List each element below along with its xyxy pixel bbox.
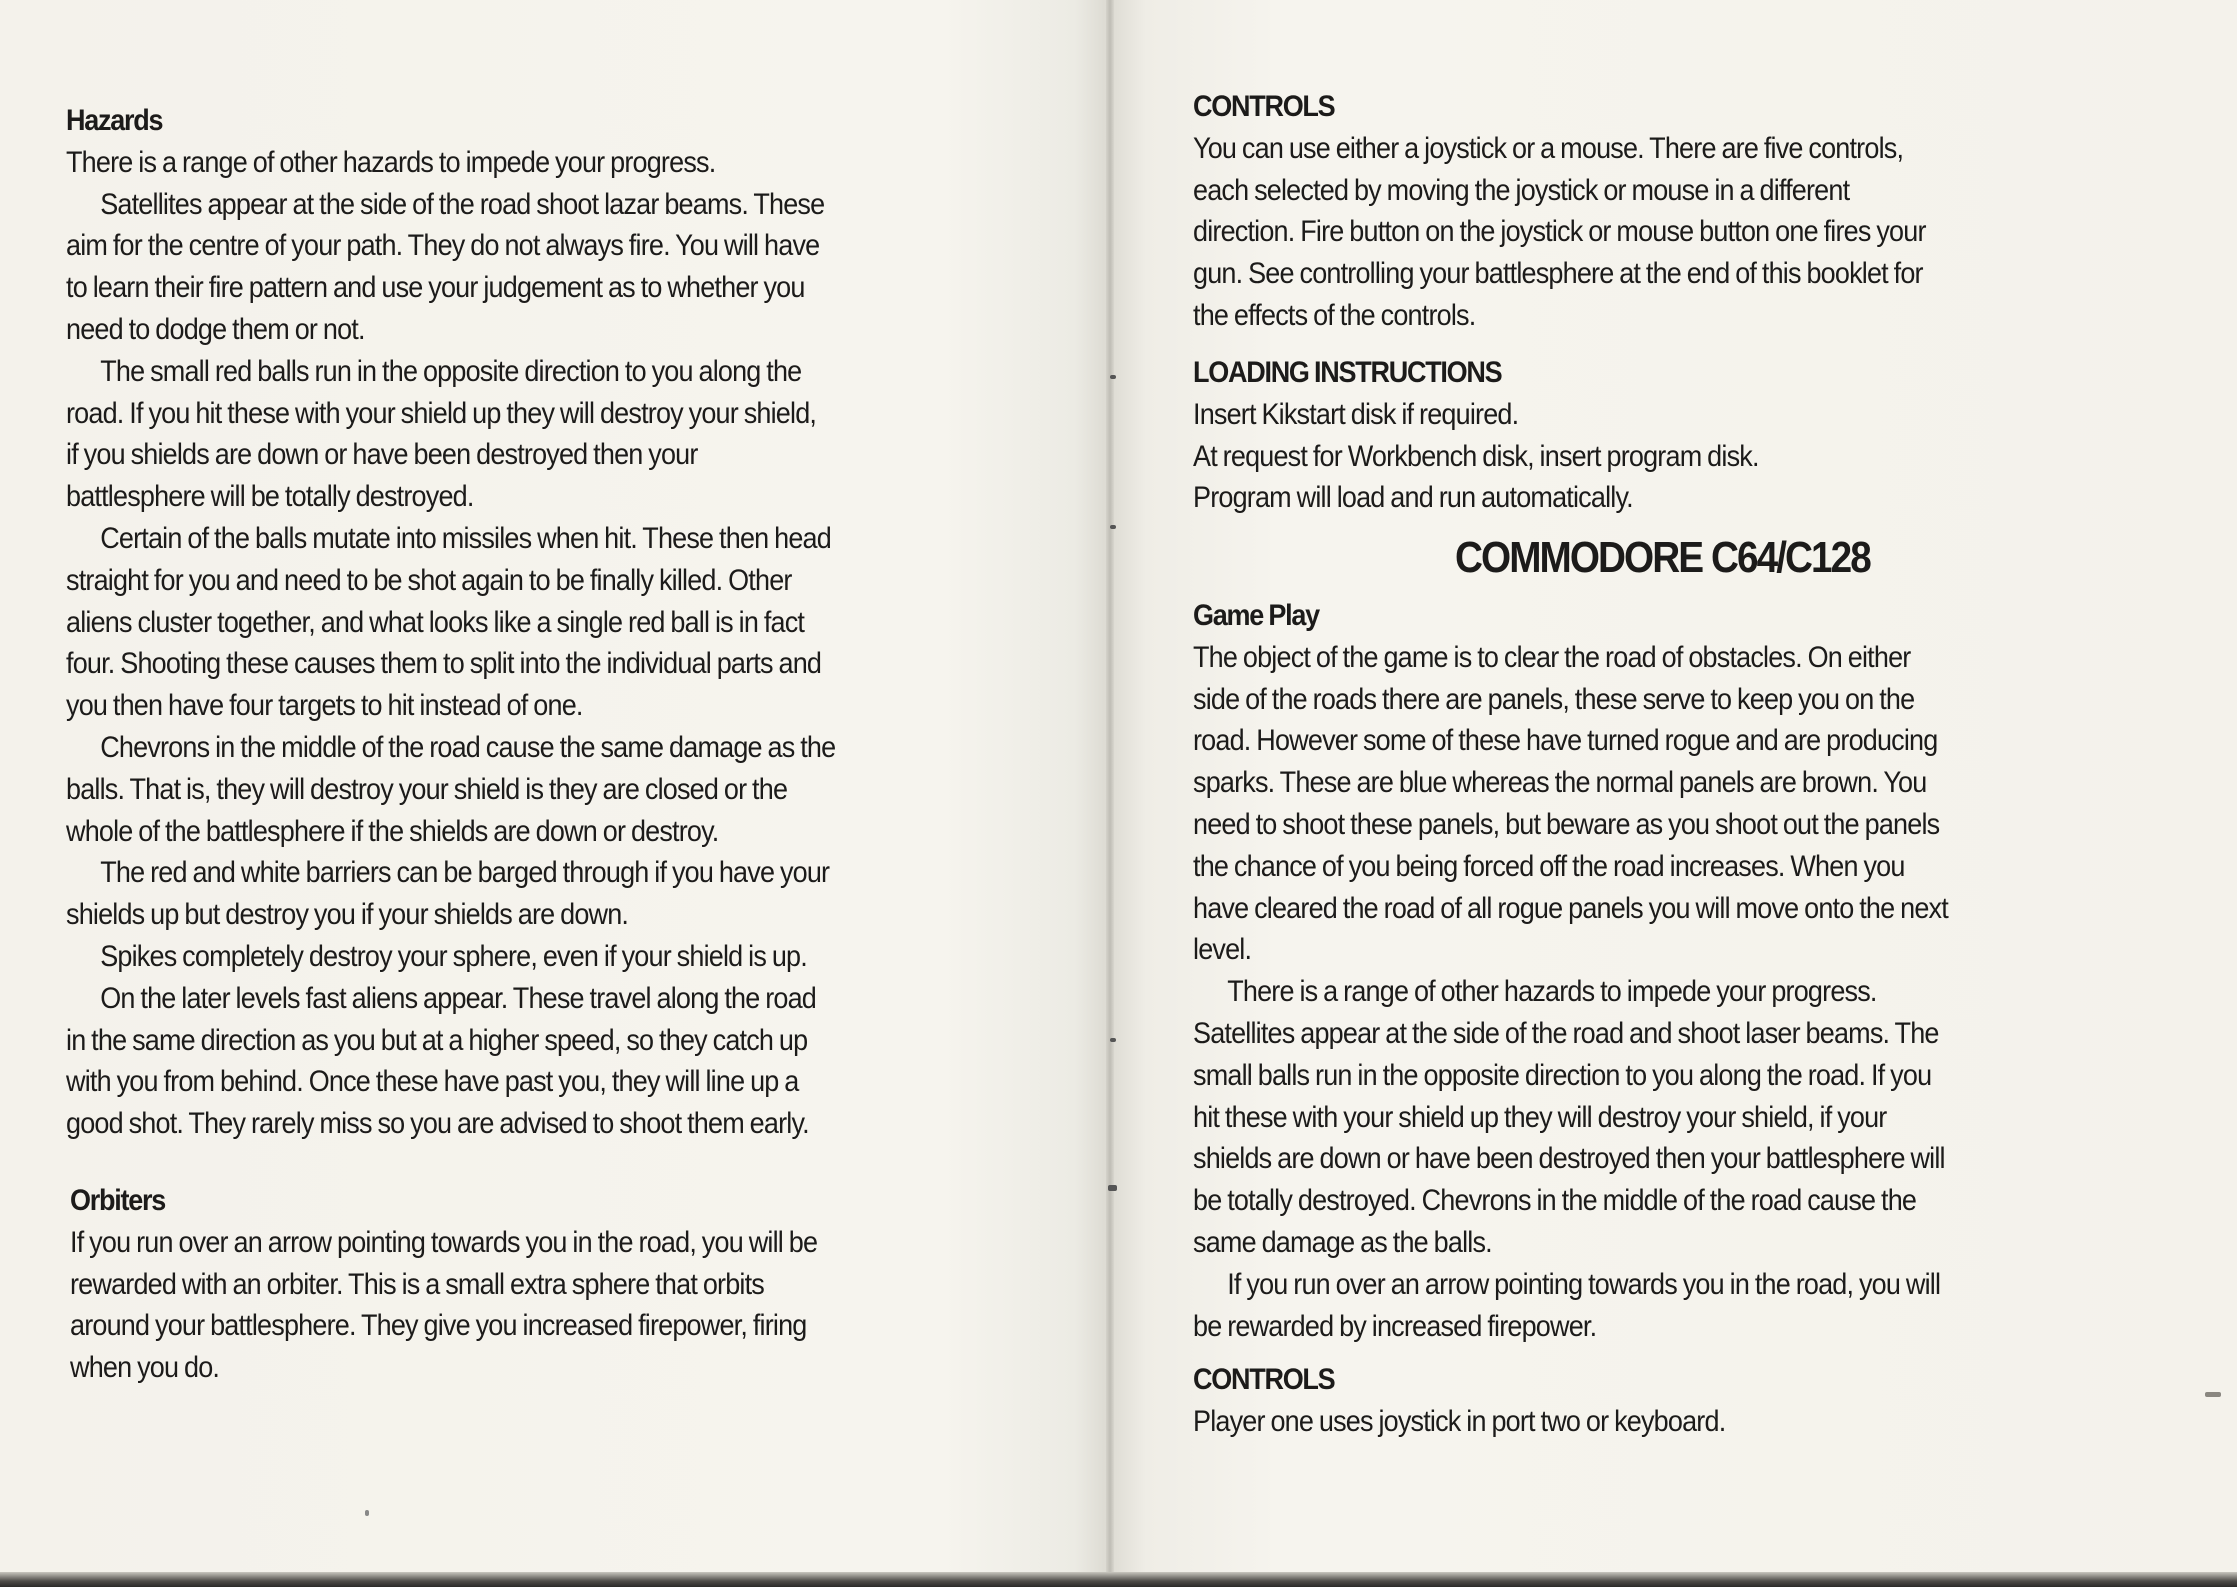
text-line: gun. See controlling your battlesphere at the end of this booklet for bbox=[1193, 257, 1923, 291]
text-line: shields up but destroy you if your shields are down. bbox=[66, 898, 629, 932]
text-line: You can use either a joystick or a mouse. There are five controls, bbox=[1193, 131, 1904, 165]
text-line: four. Shooting these causes them to split into the individual parts and bbox=[66, 647, 822, 681]
game-play-heading: Game Play bbox=[1193, 599, 1319, 632]
text-line: whole of the battlesphere if the shields are down or destroy. bbox=[66, 814, 719, 848]
game-play-section bbox=[1193, 595, 1948, 1347]
text-line: aliens cluster together, and what looks like a single red ball is in fact bbox=[66, 605, 805, 639]
binding-mark bbox=[1110, 1038, 1116, 1042]
text-line: aim for the centre of your path. They do not always fire. You will have bbox=[66, 229, 820, 263]
orbiters-heading: Orbiters bbox=[70, 1184, 165, 1217]
binding-mark bbox=[1108, 1185, 1117, 1191]
text-line: the effects of the controls. bbox=[1193, 298, 1476, 332]
text-line: be totally destroyed. Chevrons in the middle of the road cause the bbox=[1193, 1184, 1917, 1218]
text-line: Satellites appear at the side of the road shoot lazar beams. These bbox=[100, 187, 825, 221]
text-line: to learn their fire pattern and use your judgement as to whether you bbox=[66, 271, 805, 305]
hazards-section bbox=[66, 100, 835, 1145]
page-gutter bbox=[1106, 0, 1114, 1587]
text-line: road. If you hit these with your shield up they will destroy your shield, bbox=[66, 396, 817, 430]
text-line: the chance of you being forced off the road increases. When you bbox=[1193, 849, 1905, 883]
text-line: Program will load and run automatically. bbox=[1193, 481, 1633, 515]
text-line: have cleared the road of all rogue panels you will move onto the next bbox=[1193, 891, 1948, 925]
text-line: be rewarded by increased firepower. bbox=[1193, 1309, 1597, 1343]
text-line: Insert Kikstart disk if required. bbox=[1193, 397, 1519, 431]
loading-section bbox=[1193, 352, 1759, 519]
text-line: if you shields are down or have been destroyed then your bbox=[66, 438, 698, 472]
text-line: The red and white barriers can be barged through if you have your bbox=[100, 856, 830, 890]
controls-c64-section bbox=[1193, 1359, 1725, 1443]
text-line: same damage as the balls. bbox=[1193, 1225, 1492, 1259]
hazards-heading: Hazards bbox=[66, 104, 163, 137]
binding-mark bbox=[1110, 375, 1116, 379]
text-line: direction. Fire button on the joystick or mouse button one fires your bbox=[1193, 215, 1926, 249]
text-line: good shot. They rarely miss so you are advised to shoot them early. bbox=[66, 1107, 809, 1141]
text-line: battlesphere will be totally destroyed. bbox=[66, 480, 474, 514]
text-line: around your battlesphere. They give you increased firepower, firing bbox=[70, 1309, 807, 1343]
text-line: with you from behind. Once these have past you, they will line up a bbox=[66, 1065, 799, 1099]
text-line: At request for Workbench disk, insert program disk. bbox=[1193, 439, 1759, 473]
orbiters-section bbox=[70, 1180, 817, 1389]
section-title: COMMODORE C64/C128 bbox=[1455, 533, 1870, 582]
text-line: when you do. bbox=[70, 1351, 220, 1385]
text-line: rewarded with an orbiter. This is a small extra sphere that orbits bbox=[70, 1267, 764, 1301]
text-line: Chevrons in the middle of the road cause the same damage as the bbox=[100, 730, 836, 764]
text-line: road. However some of these have turned rogue and are producing bbox=[1193, 724, 1938, 758]
text-line: Spikes completely destroy your sphere, even if your shield is up. bbox=[100, 939, 807, 973]
controls-section bbox=[1193, 86, 1926, 337]
text-line: Certain of the balls mutate into missiles when hit. These then head bbox=[100, 521, 831, 555]
binding-mark bbox=[1110, 525, 1116, 529]
text-line: There is a range of other hazards to impede your progress. bbox=[1227, 975, 1877, 1009]
controls-c64-heading: CONTROLS bbox=[1193, 1363, 1335, 1396]
text-line: If you run over an arrow pointing towards you in the road, you will bbox=[1227, 1267, 1941, 1301]
text-line: There is a range of other hazards to impede your progress. bbox=[66, 145, 716, 179]
text-line: need to dodge them or not. bbox=[66, 312, 365, 346]
controls-heading: CONTROLS bbox=[1193, 90, 1335, 123]
paper-speck bbox=[365, 1510, 369, 1516]
text-line: shields are down or have been destroyed then your battlesphere will bbox=[1193, 1142, 1945, 1176]
bottom-edge bbox=[0, 1572, 2237, 1587]
text-line: each selected by moving the joystick or mouse in a different bbox=[1193, 173, 1850, 207]
text-line: in the same direction as you but at a higher speed, so they catch up bbox=[66, 1023, 808, 1057]
text-line: straight for you and need to be shot again to be finally killed. Other bbox=[66, 563, 792, 597]
text-line: Satellites appear at the side of the road and shoot laser beams. The bbox=[1193, 1016, 1939, 1050]
text-line: balls. That is, they will destroy your shield is they are closed or the bbox=[66, 772, 788, 806]
text-line: Player one uses joystick in port two or keyboard. bbox=[1193, 1404, 1726, 1438]
text-line: The object of the game is to clear the road of obstacles. On either bbox=[1193, 640, 1911, 674]
text-line: hit these with your shield up they will destroy your shield, if your bbox=[1193, 1100, 1887, 1134]
paper-speck bbox=[2205, 1392, 2221, 1397]
text-line: side of the roads there are panels, these serve to keep you on the bbox=[1193, 682, 1915, 716]
text-line: If you run over an arrow pointing towards you in the road, you will be bbox=[70, 1225, 818, 1259]
loading-heading: LOADING INSTRUCTIONS bbox=[1193, 356, 1502, 389]
text-line: On the later levels fast aliens appear. These travel along the road bbox=[100, 981, 817, 1015]
text-line: The small red balls run in the opposite direction to you along the bbox=[100, 354, 802, 388]
text-line: small balls run in the opposite direction to you along the road. If you bbox=[1193, 1058, 1932, 1092]
text-line: sparks. These are blue whereas the normal panels are brown. You bbox=[1193, 766, 1927, 800]
text-line: level. bbox=[1193, 933, 1252, 967]
text-line: need to shoot these panels, but beware as you shoot out the panels bbox=[1193, 807, 1940, 841]
text-line: you then have four targets to hit instead of one. bbox=[66, 689, 583, 723]
